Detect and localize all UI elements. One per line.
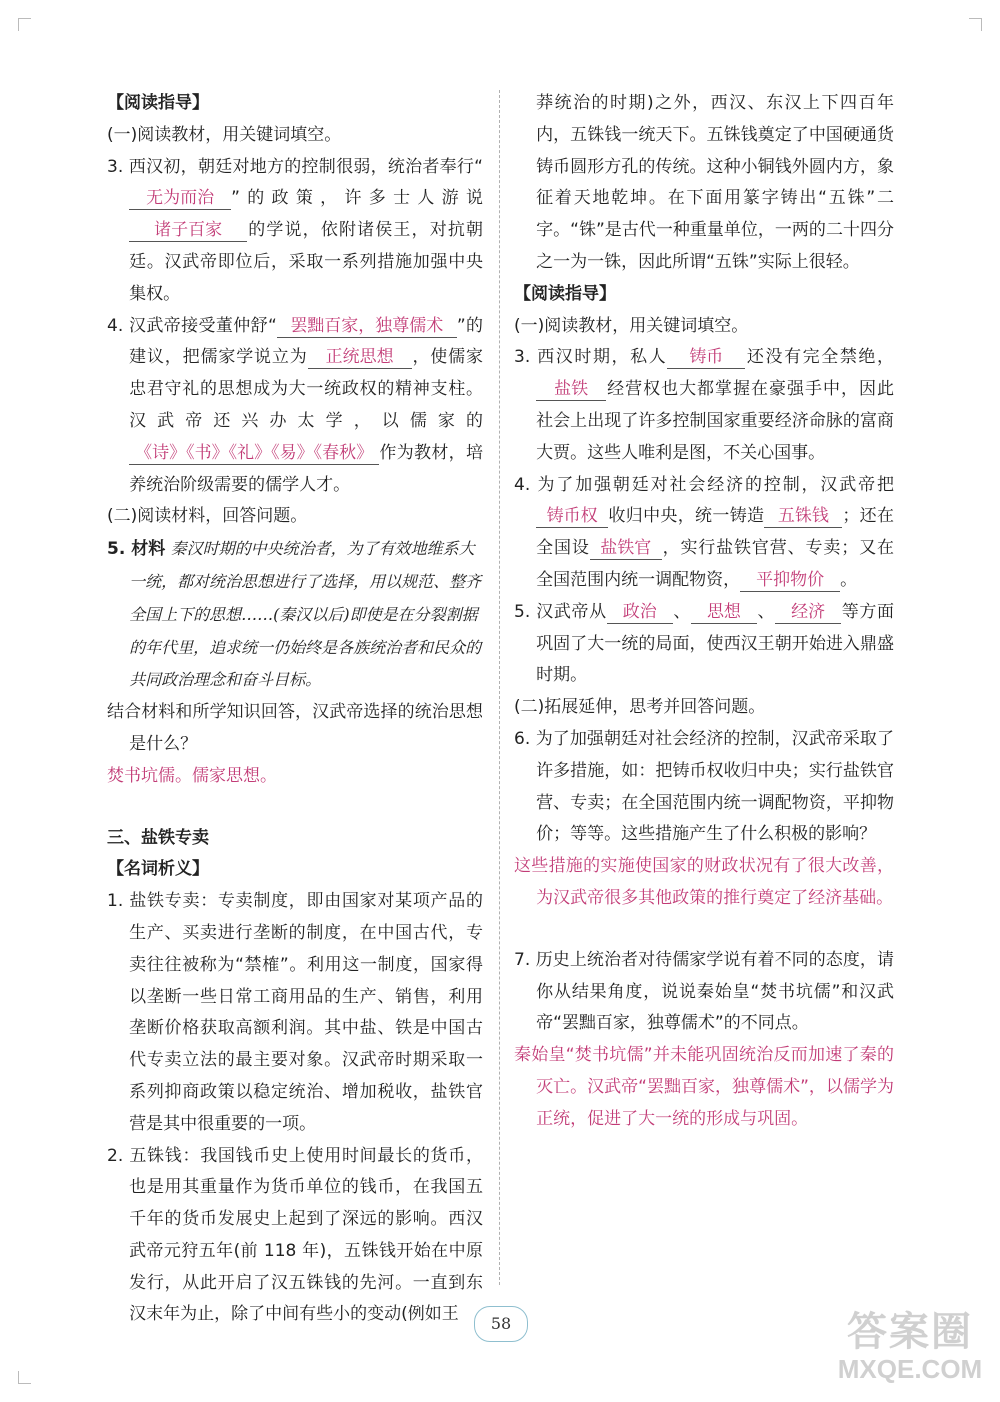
- question-text: 作为教材，培养统治阶级需要的儒学人才。: [129, 442, 483, 495]
- column-divider: [499, 90, 500, 1285]
- question-text: 收归中央，统一铸造: [608, 506, 765, 527]
- question-3: [107, 152, 483, 311]
- question-text: 4. 汉武帝接受董仲舒“: [107, 315, 277, 336]
- question-text: ；还在全国设: [536, 506, 895, 559]
- question-4: [107, 311, 483, 502]
- term-2: 2. 五铢钱：我国钱币史上使用时间最长的货币，也是用其重量作为货币单位的钱币，在我国五千年的货币发展史上起到了深远的影响。西汉武帝元狩五年(前 118 年)，五铢钱开始在中原发行，从此开启了汉五铢钱的先河。一直到东汉末年为止，除了中间有些小的变动(例如王: [107, 1145, 483, 1325]
- separator: 、: [672, 601, 691, 622]
- section-title: 三、盐铁专卖: [107, 827, 209, 848]
- left-column: [107, 88, 483, 1331]
- question-text: 7. 历史上统治者对待儒家学说有着不同的态度，请你从结果角度，说说秦始皇“焚书坑儒”和汉武帝“罢黜百家，独尊儒术”的不同点。: [514, 949, 894, 1034]
- question-text: 结合材料和所学知识回答，汉武帝选择的统治思想是什么？: [107, 702, 483, 754]
- answer-blank: 铸币权: [536, 505, 608, 528]
- answer-blank: 思想: [691, 601, 757, 624]
- question-text: ，实行盐铁官营、专卖；又在全国范围内统一调配物资，: [536, 538, 895, 590]
- question-text: ”的政策，许多士人游说: [231, 188, 483, 209]
- crop-mark-top-right: [969, 18, 982, 31]
- answer-blank: 正统思想: [308, 346, 412, 369]
- answer-blank: 诸子百家: [129, 219, 247, 242]
- material-label: 5. 材料: [107, 539, 166, 560]
- question-text: 等方面巩固了大一统的局面，使西汉王朝开始进入鼎盛时期。: [536, 601, 895, 686]
- question-text: ”的建议，把儒家学说立为: [129, 315, 483, 368]
- answer-blank: 盐铁官: [590, 537, 662, 560]
- question-6: [514, 724, 894, 915]
- term-2-continued: 莽统治的时期)之外，西汉、东汉上下四百年内，五铢钱一统天下。五铢钱奠定了中国硬通货铸币圆形方孔的传统。这种小铜钱外圆内方，象征着天地乾坤。在下面用篆字铸出“五铢”二字。“铢”是古代一种重量单位，一两的二十四分之一为一铢，因此所谓“五铢”实际上很轻。: [536, 93, 894, 272]
- answer-blank: 政治: [607, 601, 673, 624]
- term-1: 1. 盐铁专卖：专卖制度，即由国家对某项产品的生产、买卖进行垄断的制度，在中国古代，专卖往往被称为“禁榷”。利用这一制度，国家得以垄断一些日常工商用品的生产、销售，利用垄断价格获取高额利润。其中盐、铁是中国古代专卖立法的最主要对象。汉武帝时期采取一系列抑商政策以稳定统治、增加税收，盐铁官营是其中很重要的一项。: [107, 891, 483, 1134]
- answer-blank: 经济: [775, 601, 841, 624]
- crop-mark-bottom-left: [18, 1371, 31, 1384]
- question-3: [514, 342, 894, 469]
- reading-guide-heading: 【阅读指导】: [514, 283, 616, 304]
- answer-text: 焚书坑儒。儒家思想。: [107, 765, 277, 786]
- watermark-logo: [830, 1300, 990, 1396]
- material-text: 秦汉时期的中央统治者，为了有效地维系大一统，都对统治思想进行了选择，用以规范、整齐全国上下的思想……(秦汉以后)即使是在分裂割据的年代里，追求统一仍始终是各族统治者和民众的共同政治理念和奋斗目标。: [129, 539, 482, 690]
- question-4: [514, 470, 894, 597]
- answer-text: 这些措施的实施使国家的财政状况有了很大改善，为汉武帝很多其他政策的推行奠定了经济基础。: [514, 856, 894, 908]
- task-fill-blanks: (一)阅读教材，用关键词填空。: [107, 124, 342, 145]
- page-number: 58: [474, 1306, 528, 1342]
- task-fill-blanks: (一)阅读教材，用关键词填空。: [514, 315, 749, 336]
- answer-blank: 五铢钱: [764, 505, 842, 528]
- answer-blank: 铸币: [667, 346, 745, 369]
- task-extension: (二)拓展延伸，思考并回答问题。: [514, 697, 766, 718]
- task-answer-questions: (二)阅读材料，回答问题。: [107, 506, 308, 527]
- question-text: 的学说，依附诸侯王，对抗朝廷。汉武帝即位后，采取一系列措施加强中央集权。: [129, 220, 483, 304]
- watermark-top-text: 答案圈: [847, 1309, 973, 1355]
- question-text: 4. 为了加强朝廷对社会经济的控制，汉武帝把: [514, 474, 894, 495]
- spacer: [514, 915, 894, 945]
- question-text: 5. 汉武帝从: [514, 601, 607, 622]
- watermark-url: MXQE.COM: [837, 1354, 983, 1384]
- answer-blank: 罢黜百家，独尊儒术: [277, 315, 457, 338]
- question-text: 还没有完全禁绝，: [745, 347, 894, 368]
- term-analysis-heading: 【名词析义】: [107, 859, 209, 880]
- question-5: [107, 533, 483, 792]
- question-7: [514, 945, 894, 1136]
- question-text: 6. 为了加强朝廷对社会经济的控制，汉武帝采取了许多措施，如：把铸币权收归中央；实行盐铁官营、专卖；在全国范围内统一调配物资，平抑物价；等等。这些措施产生了什么积极的影响？: [514, 728, 894, 845]
- answer-blank: 平抑物价: [740, 569, 840, 592]
- question-5: [514, 597, 894, 692]
- right-column: [514, 88, 894, 1136]
- answer-blank: 《诗》《书》《礼》《易》《春秋》: [129, 442, 379, 465]
- crop-mark-top-left: [18, 18, 31, 31]
- question-text: 经营权也大都掌握在豪强手中，因此社会上出现了许多控制国家重要经济命脉的富商大贾。这些人唯利是图，不关心国事。: [536, 379, 894, 463]
- reading-guide-heading: 【阅读指导】: [107, 93, 209, 113]
- question-text: ，使儒家忠君守礼的思想成为大一统政权的精神支柱。汉武帝还兴办太学，以儒家的: [129, 347, 484, 431]
- answer-blank: 无为而治: [129, 187, 231, 210]
- answer-blank: 盐铁: [536, 378, 606, 401]
- separator: 、: [756, 601, 776, 622]
- answer-text: 秦始皇“焚书坑儒”并未能巩固统治反而加速了秦的灭亡。汉武帝“罢黜百家，独尊儒术”，以儒学为正统，促进了大一统的形成与巩固。: [514, 1045, 894, 1129]
- question-text: 。: [840, 569, 858, 590]
- question-text: 3. 西汉时期，私人: [514, 347, 668, 368]
- question-text: 3. 西汉初，朝廷对地方的控制很弱，统治者奉行“: [107, 156, 483, 177]
